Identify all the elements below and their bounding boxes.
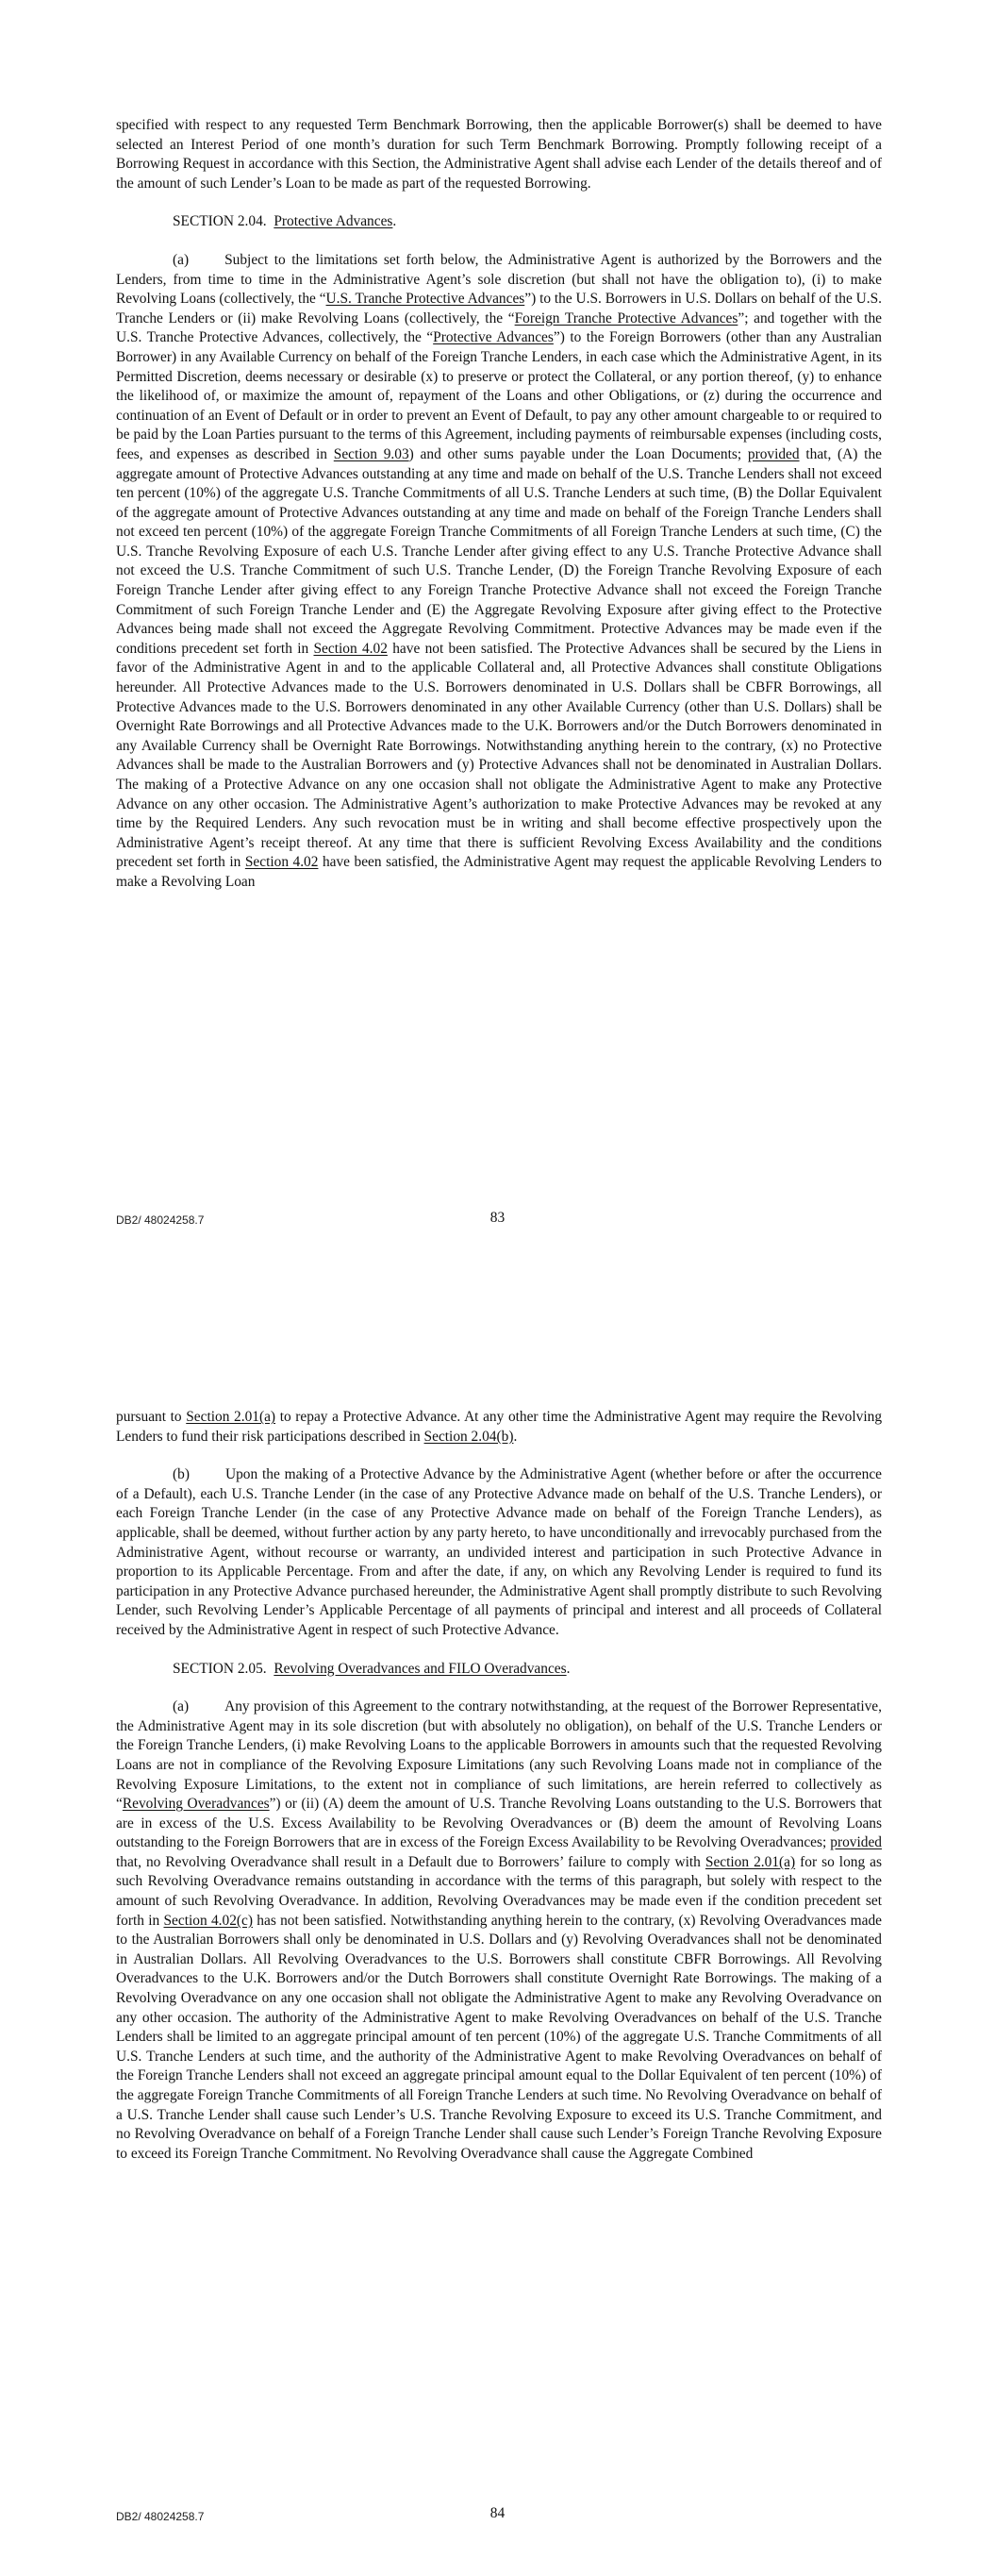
text-run: ”) to the Foreign Borrowers (other than any Australian Borrower) in any Available Currency on behalf of the Foreign Tranche Lenders, in each case which the Administrative Agent, in its Permitted Discretion, deems necessary or desirable (x) to preserve or protect the Collateral, or any portion thereof, (y) to enhance the likelihood of, or maximize the amount of, repayment of the Loans and other Obligations, or (z) during the occurrence and continuation of an Event of Default or in order to prevent an Event of Default, to pay any other amount chargeable to or required to be paid by the Loan Parties pursuant to the terms of this Agreement, including payments of reimbursable expenses (including costs, fees, and expenses as described in — [116, 329, 882, 462]
section-reference: Section 4.02(c) — [163, 1912, 253, 1929]
defined-term: U.S. Tranche Protective Advances — [325, 291, 525, 308]
section-reference: Section 2.01(a) — [705, 1853, 796, 1870]
paragraph-label: (a) — [173, 251, 190, 268]
paragraph-label: (a) — [173, 1698, 190, 1715]
section-title: Revolving Overadvances and FILO Overadvances — [274, 1660, 567, 1677]
text-run: has not been satisfied. Notwithstanding anything herein to the contrary, (x) Revolving Overadvances made to the Australian Borrowers shall only be denominated in U.S. Dollars and (y) Revolving Overadvances shall not be denominated in Australian Dollars. All Revolving Overadvances to the U.S. Borrowers shall constitute CBFR Borrowings. All Revolving Overadvances to the U.K. Borrowers and/or the Dutch Borrowers shall constitute Overnight Rate Borrowings. The making of a Revolving Overadvance on any one occasion shall not obligate the Administrative Agent to make any Revolving Overadvance on any other occasion. The authority of the Administrative Agent to make Revolving Overadvances on behalf of the U.S. Tranche Lenders shall be limited to an aggregate principal amount of ten percent (10%) of the aggregate U.S. Tranche Commitments of all U.S. Tranche Lenders at such time, and the authority of the Administrative Agent to make Revolving Overadvances on behalf of the Foreign Tranche Lenders shall not exceed an aggregate principal amount equal to the Dollar Equivalent of ten percent (10%) of the aggregate Foreign Tranche Commitments of all Foreign Tranche Lenders at such time. No Revolving Overadvance on behalf of a U.S. Tranche Lender shall cause such Lender’s U.S. Tranche Revolving Exposure to exceed its U.S. Tranche Commitment, and no Revolving Overadvance on behalf of a Foreign Tranche Lender shall cause such Lender’s Foreign Tranche Revolving Exposure to exceed its Foreign Tranche Commitment. No Revolving Overadvance shall cause the Aggregate Combined — [116, 1912, 882, 2162]
page-84-body — [116, 1408, 882, 2183]
section-reference: Section 2.04(b) — [423, 1428, 514, 1445]
text-run: to repay a Protective Advance. At any other time the Administrative Agent may require the Revolving Lenders to fund their risk participations described in — [116, 1409, 883, 1445]
paragraph-a-protective-advances — [116, 251, 882, 893]
section-reference: Section 9.03 — [333, 445, 409, 462]
intro-paragraph: specified with respect to any requested Term Benchmark Borrowing, then the applicable Borrower(s) shall be deemed to have selected an Interest Period of one month’s duration for such Term Benchmark Borrowing. Promptly following receipt of a Borrowing Request in accordance with this Section, the Administrative Agent shall advise each Lender of the details thereof and of the amount of such Lender’s Loan to be made as part of the requested Borrowing. — [116, 117, 882, 192]
section-2-04-heading: SECTION 2.04. Protective Advances. — [173, 213, 397, 230]
text-run: for so long as such Revolving Overadvance remains outstanding in accordance with the terms of this paragraph, but solely with respect to the amount of such Revolving Overadvance. In addition, Revolving Overadvances may be made even if the condition precedent set forth in — [116, 1853, 882, 1929]
proviso-word: provided — [747, 445, 800, 462]
defined-term: Revolving Overadvances — [122, 1796, 270, 1813]
text-run: have been satisfied, the Administrative Agent may request the applicable Revolving Lenders to make a Revolving Loan — [116, 854, 882, 890]
section-reference: Section 4.02 — [244, 854, 319, 871]
section-reference: Section 4.02 — [313, 640, 388, 657]
section-number: SECTION 2.04. — [173, 213, 267, 230]
section-number: SECTION 2.05. — [173, 1660, 267, 1677]
paragraph-label: (b) — [173, 1466, 190, 1483]
page-83-body — [116, 116, 882, 912]
page-84 — [0, 1293, 995, 2576]
section-2-05-heading: SECTION 2.05. Revolving Overadvances and FILO Overadvances. — [173, 1660, 571, 1677]
text-run: that, (A) the aggregate amount of Protective Advances outstanding at any time and made on behalf of the U.S. Tranche Lenders shall not exceed ten percent (10%) of the aggregate U.S. Tranche Commitments of all U.S. Tranche Lenders at such time, (B) the Dollar Equivalent of the aggregate amount of Protective Advances outstanding at any time and made on behalf of the Foreign Tranche Lenders shall not exceed ten percent (10%) of the aggregate Foreign Tranche Commitments of all Foreign Tranche Lenders at such time, (C) the U.S. Tranche Revolving Exposure of each U.S. Tranche Lender after giving effect to any U.S. Tranche Protective Advance shall not exceed the U.S. Tranche Commitment of such U.S. Tranche Lender, (D) the Foreign Tranche Revolving Exposure of each Foreign Tranche Lender after giving effect to any Foreign Tranche Protective Advance shall not exceed the Foreign Tranche Commitment of such Foreign Tranche Lender and (E) the Aggregate Revolving Exposure after giving effect to the Protective Advances being made shall not exceed the Aggregate Revolving Commitment. Protective Advances may be made even if the conditions precedent set forth in — [116, 445, 882, 657]
paragraph-b-participations — [116, 1465, 882, 1640]
continuation-paragraph — [116, 1408, 882, 1447]
text-run: that, no Revolving Overadvance shall result in a Default due to Borrowers’ failure to comply with — [116, 1853, 705, 1870]
page-number: 83 — [489, 1210, 506, 1226]
section-reference: Section 2.01(a) — [186, 1409, 276, 1425]
text-run: ”) to the U.S. Borrowers in U.S. Dollars on behalf of the U.S. Tranche Lenders or (ii) make Revolving Loans (collectively, the “ — [116, 291, 882, 326]
text-run: . — [513, 1428, 518, 1445]
text-run: Subject to the limitations set forth below, the Administrative Agent is authorized by the Borrowers and the Lenders, from time to time in the Administrative Agent’s sole discretion (but shall not have the obligation to), (i) to make Revolving Loans (collectively, the “ — [116, 251, 882, 308]
document-id: DB2/ 48024258.7 — [116, 1213, 205, 1227]
defined-term: Protective Advances — [433, 329, 554, 346]
text-run: ”; and together with the U.S. Tranche Protective Advances, collectively, the “ — [116, 309, 882, 346]
page-number: 84 — [489, 2505, 506, 2521]
text-run: have not been satisfied. The Protective Advances shall be secured by the Liens in favor of the Administrative Agent in and to the applicable Collateral and, all Protective Advances shall constitute Obligations hereunder. All Protective Advances made to the U.S. Borrowers denominated in U.S. Dollars shall be CBFR Borrowings, all Protective Advances made to the U.S. Borrowers denominated in any other Available Currency (other than U.S. Dollars) shall be Overnight Rate Borrowings and all Protective Advances made to the U.K. Borrowers and/or the Dutch Borrowers denominated in any Available Currency shall be Overnight Rate Borrowings. Notwithstanding anything herein to the contrary, (x) no Protective Advances shall be made to the Australian Borrowers and (y) Protective Advances shall not be denominated in Australian Dollars. The making of a Protective Advance on any one occasion shall not obligate the Administrative Agent to make any Protective Advance on any other occasion. The Administrative Agent’s authorization to make Protective Advances may be revoked at any time by the Required Lenders. Any such revocation must be in writing and shall become effective prospectively upon the Administrative Agent’s receipt thereof. At any time that there is sufficient Revolving Excess Availability and the conditions precedent set forth in — [116, 640, 882, 871]
document-id: DB2/ 48024258.7 — [116, 2510, 205, 2523]
text-run: pursuant to — [116, 1409, 187, 1425]
text-run: Any provision of this Agreement to the contrary notwithstanding, at the request of the Borrower Representative, the Administrative Agent may in its sole discretion (but with absolutely no obligation), on behalf of the U.S. Tranche Lenders or the Foreign Tranche Lenders, (i) make Revolving Loans to the applicable Borrowers in amounts such that the requested Revolving Loans are not in compliance of the Revolving Exposure Limitations (any such Revolving Loans made not in compliance of the Revolving Exposure Limitations, to the extent not in compliance of such limitations, are herein referred to collectively as “ — [116, 1698, 882, 1813]
defined-term: Foreign Tranche Protective Advances — [514, 309, 738, 326]
paragraph-a-overadvances — [116, 1698, 882, 2164]
proviso-word: provided — [830, 1834, 882, 1851]
section-title: Protective Advances — [274, 213, 393, 230]
text-run: ) and other sums payable under the Loan Documents; — [408, 445, 748, 462]
text-run: ”) or (ii) (A) deem the amount of U.S. Tranche Revolving Loans outstanding to the U.S. Borrowers that are in excess of the U.S. Excess Availability to be Revolving Overadvances or (B) deem the amount of Revolving Loans outstanding to the Foreign Borrowers that are in excess of the Foreign Excess Availability to be Revolving Overadvances; — [116, 1796, 882, 1851]
text-run: Upon the making of a Protective Advance by the Administrative Agent (whether before or after the occurrence of a Default), each U.S. Tranche Lender (in the case of any Protective Advance made on behalf of the U.S. Tranche Lenders), or each Foreign Tranche Lender (in the case of any Protective Advance made on behalf of the Foreign Tranche Lenders), as applicable, shall be deemed, without further action by any party hereto, to have unconditionally and irrevocably purchased from the Administrative Agent, without recourse or warranty, an undivided interest and participation in such Protective Advance in proportion to its Applicable Percentage. From and after the date, if any, on which any Revolving Lender is required to fund its participation in any Protective Advance purchased hereunder, the Administrative Agent shall promptly distribute to such Revolving Lender, such Revolving Lender’s Applicable Percentage of all payments of principal and interest and all proceeds of Collateral received by the Administrative Agent in respect of such Protective Advance. — [116, 1466, 882, 1638]
